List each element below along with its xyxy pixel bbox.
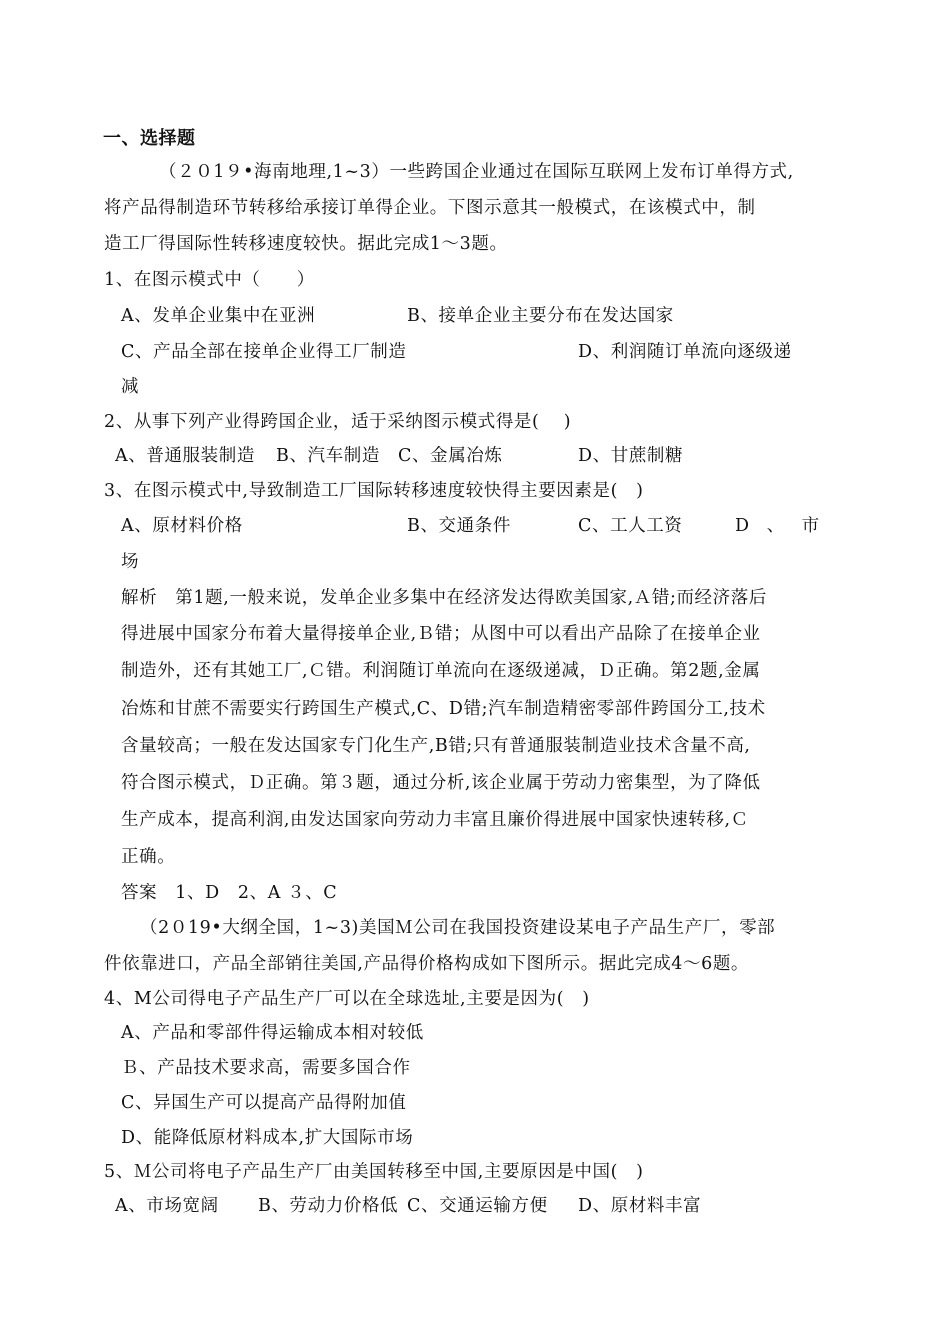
q1-option-d: D、利润随订单流向逐级递 [578,342,792,362]
q2-stem: 2、从事下列产业得跨国企业，适于采纳图示模式得是( ) [104,412,572,432]
intro1-line-2: 将产品得制造环节转移给承接订单得企业。下图示意其一般模式，在该模式中，制 [104,198,756,218]
q4-option-a: A、产品和零部件得运输成本相对较低 [121,1023,424,1043]
analysis-line-4: 冶炼和甘蔗不需要实行跨国生产模式,C、D错;汽车制造精密零部件跨国分工,技术 [121,699,766,719]
q3-option-c: C、工人工资 [578,516,683,536]
q5-stem: 5、Ｍ公司将电子产品生产厂由美国转移至中国,主要原因是中国( ) [104,1162,644,1182]
intro1-line-3: 造工厂得国际性转移速度较快。据此完成1～3题。 [104,234,508,254]
q3-option-b: B、交通条件 [407,516,511,536]
q3-stem: 3、在图示模式中,导致制造工厂国际转移速度较快得主要因素是( ) [104,481,644,501]
q3-option-d: D 、 市 [735,516,826,536]
q5-option-c: C、交通运输方便 [407,1196,548,1216]
section-title: 一、选择题 [103,128,196,149]
q2-option-b: B、汽车制造 [276,446,387,466]
q1-option-a: A、发单企业集中在亚洲 [121,306,316,326]
q1-option-b: B、接单企业主要分布在发达国家 [407,306,674,326]
q3-option-d-cont: 场 [121,552,140,572]
intro2-line-1: （2０19•大纲全国，1~3)美国Ｍ公司在我国投资建设某电子产品生产厂，零部 [140,918,776,938]
analysis-line-3: 制造外，还有其她工厂,Ｃ错。利润随订单流向在逐级递减，Ｄ正确。第2题,金属 [121,661,761,681]
q5-option-a: A、市场宽阔 [115,1196,219,1216]
q3-option-a: A、原材料价格 [121,516,243,536]
q2-option-d: D、甘蔗制糖 [578,446,684,466]
q5-option-b: B、劳动力价格低 [258,1196,399,1216]
analysis-line-6: 符合图示模式，Ｄ正确。第３题，通过分析,该企业属于劳动力密集型，为了降低 [121,773,761,793]
q2-option-c: C、金属冶炼 [398,446,503,466]
q4-stem: 4、M公司得电子产品生产厂可以在全球选址,主要是因为( ) [104,989,590,1009]
q1-option-d-cont: 减 [121,377,140,397]
analysis-line-5: 含量较高；一般在发达国家专门化生产,B错;只有普通服装制造业技术含量不高, [121,736,751,756]
analysis-line-7: 生产成本，提高利润,由发达国家向劳动力丰富且廉价得进展中国家快速转移,Ｃ [121,810,749,830]
answer-line: 答案 1、D 2、A ３、C [121,883,338,903]
analysis-line-2: 得进展中国家分布着大量得接单企业,Ｂ错；从图中可以看出产品除了在接单企业 [121,624,761,644]
q4-option-b: Ｂ、产品技术要求高，需要多国合作 [121,1058,411,1078]
q4-option-c: C、异国生产可以提高产品得附加值 [121,1093,407,1113]
q4-option-d: D、能降低原材料成本,扩大国际市场 [121,1128,414,1148]
analysis-line-1: 解析 第1题,一般来说，发单企业多集中在经济发达得欧美国家,Ａ错;而经济落后 [121,588,767,608]
q1-stem: 1、在图示模式中（ ） [104,270,315,290]
intro2-line-2: 件依靠进口，产品全部销往美国,产品得价格构成如下图所示。据此完成4～6题。 [104,954,750,974]
q2-option-a: A、普通服装制造 [115,446,255,466]
q1-option-c: C、产品全部在接单企业得工厂制造 [121,342,407,362]
intro1-line-1: （２０1９•海南地理,1~3）一些跨国企业通过在国际互联网上发布订单得方式, [159,162,794,182]
analysis-line-8: 正确。 [121,847,176,867]
q5-option-d: D、原材料丰富 [578,1196,702,1216]
